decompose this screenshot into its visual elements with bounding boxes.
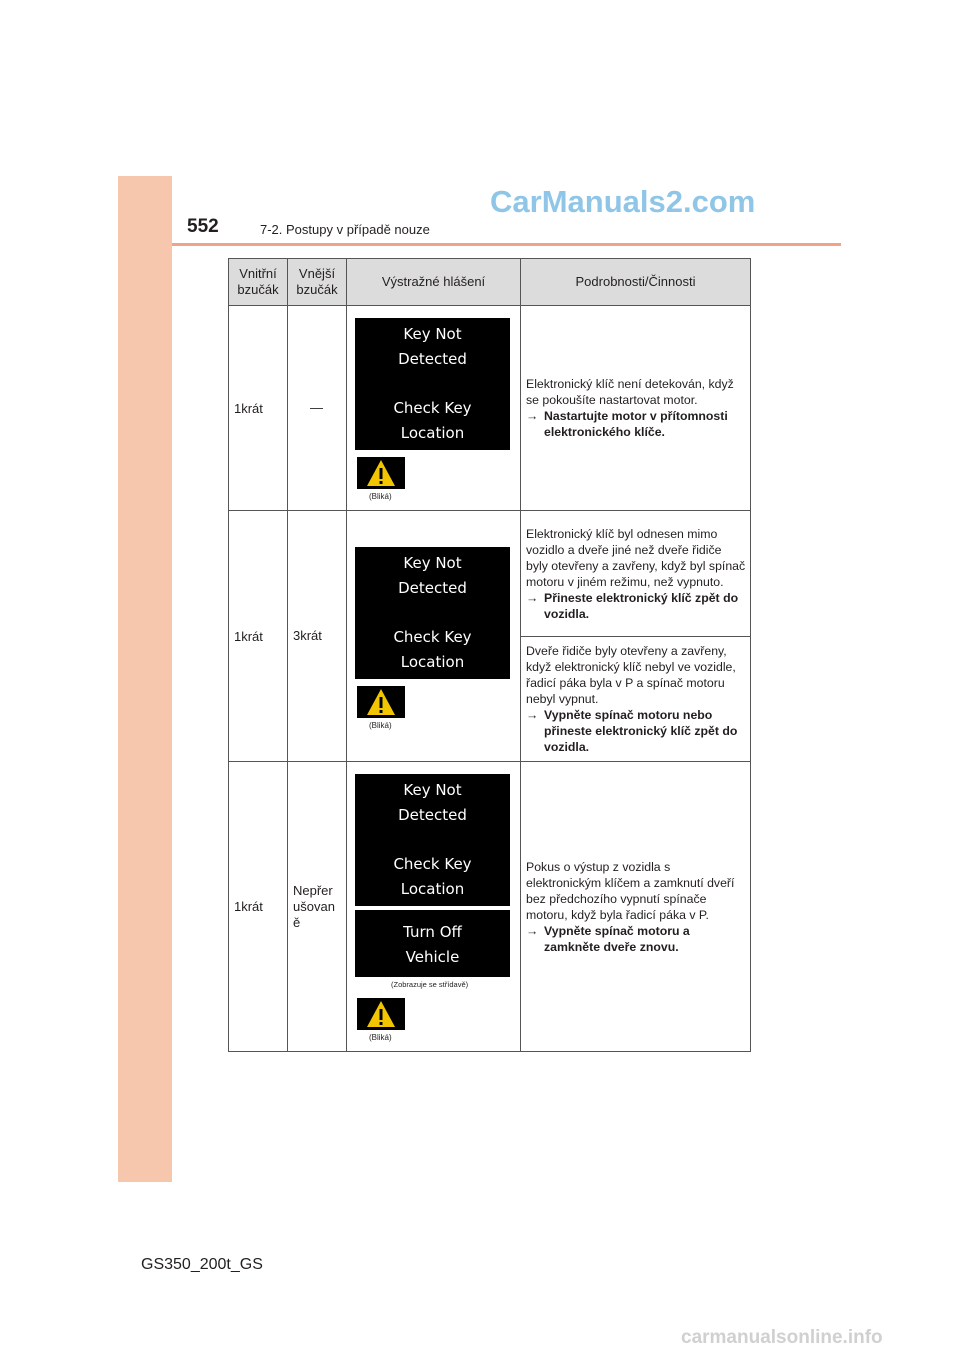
- col-internal-buzzer: Vnitřní bzučák: [229, 259, 288, 306]
- external-buzzer: 3krát: [288, 511, 347, 762]
- col-details: Podrobnosti/Činnosti: [521, 259, 751, 306]
- col-external-buzzer: Vnější bzučák: [288, 259, 347, 306]
- warning-display-cell: [347, 511, 521, 762]
- lcd-message-alt: Turn Off Vehicle: [355, 910, 510, 977]
- warning-table: [228, 258, 751, 1052]
- action-text: Nastartujte motor v přítomnosti elektronického klíče.: [544, 409, 728, 439]
- alternating-note: (Zobrazuje se střídavě): [391, 980, 469, 989]
- blink-note: (Bliká): [369, 1033, 392, 1042]
- table-row: [229, 762, 751, 1052]
- details-cell: Elektronický klíč není detekován, když se pokoušíte nastartovat motor. → Nastartujte motor v přítomnosti elektronického klíče.: [521, 306, 751, 511]
- watermark-logo: CarManuals2.com: [490, 184, 756, 219]
- section-title: 7-2. Postupy v případě nouze: [260, 222, 430, 237]
- page-number: 552: [187, 216, 219, 237]
- warning-triangle-icon: [357, 998, 405, 1030]
- lcd-message: Key Not Detected Check Key Location: [355, 774, 510, 906]
- arrow-icon: →: [526, 923, 539, 938]
- header-rule: [172, 243, 841, 246]
- internal-buzzer: 1krát: [229, 511, 288, 762]
- side-band: [118, 176, 172, 1182]
- arrow-icon: →: [526, 708, 539, 722]
- details-cell: Pokus o výstup z vozidla s elektronickým klíčem a zamknutí dveří bez předchozího vypnutí spínače motoru, když byla řadicí páka v P. → Vypněte spínač motoru a zamkněte dveře znovu.: [521, 762, 751, 1052]
- model-code: GS350_200t_GS: [141, 1256, 263, 1273]
- external-buzzer: —: [288, 306, 347, 511]
- action-text: Vypněte spínač motoru a zamkněte dveře znovu.: [544, 923, 690, 954]
- warning-triangle-icon: [357, 457, 405, 489]
- blink-note: (Bliká): [369, 721, 392, 730]
- arrow-icon: →: [526, 590, 539, 605]
- lcd-message: Key Not Detected Check Key Location: [355, 547, 510, 679]
- warning-triangle-icon: [357, 686, 405, 718]
- footer-site: carmanualsonline.info: [681, 1327, 883, 1348]
- warning-display-cell: [347, 306, 521, 511]
- warning-display-cell: [347, 762, 521, 1052]
- table-row: [229, 511, 751, 637]
- action-text: Přineste elektronický klíč zpět do vozidla.: [544, 590, 739, 621]
- lcd-message: Key Not Detected Check Key Location: [355, 318, 510, 450]
- arrow-icon: →: [526, 409, 539, 423]
- internal-buzzer: 1krát: [229, 762, 288, 1052]
- details-cell: Elektronický klíč byl odnesen mimo vozidlo a dveře jiné než dveře řidiče byly otevřeny a zavřeny, když byl spínač motoru v jiném režimu, než vypnuto. → Přineste elektronický klíč zpět do vozidla.: [521, 511, 751, 637]
- internal-buzzer: 1krát: [229, 306, 288, 511]
- details-cell: Dveře řidiče byly otevřeny a zavřeny, když elektronický klíč nebyl ve vozidle, řadicí páka byla v P a spínač motoru nebyl vypnut. → Vypněte spínač motoru nebo přineste elektronický klíč zpět do vozidla.: [521, 637, 751, 762]
- table-header-row: [229, 259, 751, 306]
- blink-note: (Bliká): [369, 492, 392, 501]
- action-text: Vypněte spínač motoru nebo přineste elektronický klíč zpět do vozidla.: [544, 708, 738, 754]
- external-buzzer: Nepřerušovaně: [288, 762, 347, 1052]
- table-row: [229, 306, 751, 511]
- col-warning-message: Výstražné hlášení: [347, 259, 521, 306]
